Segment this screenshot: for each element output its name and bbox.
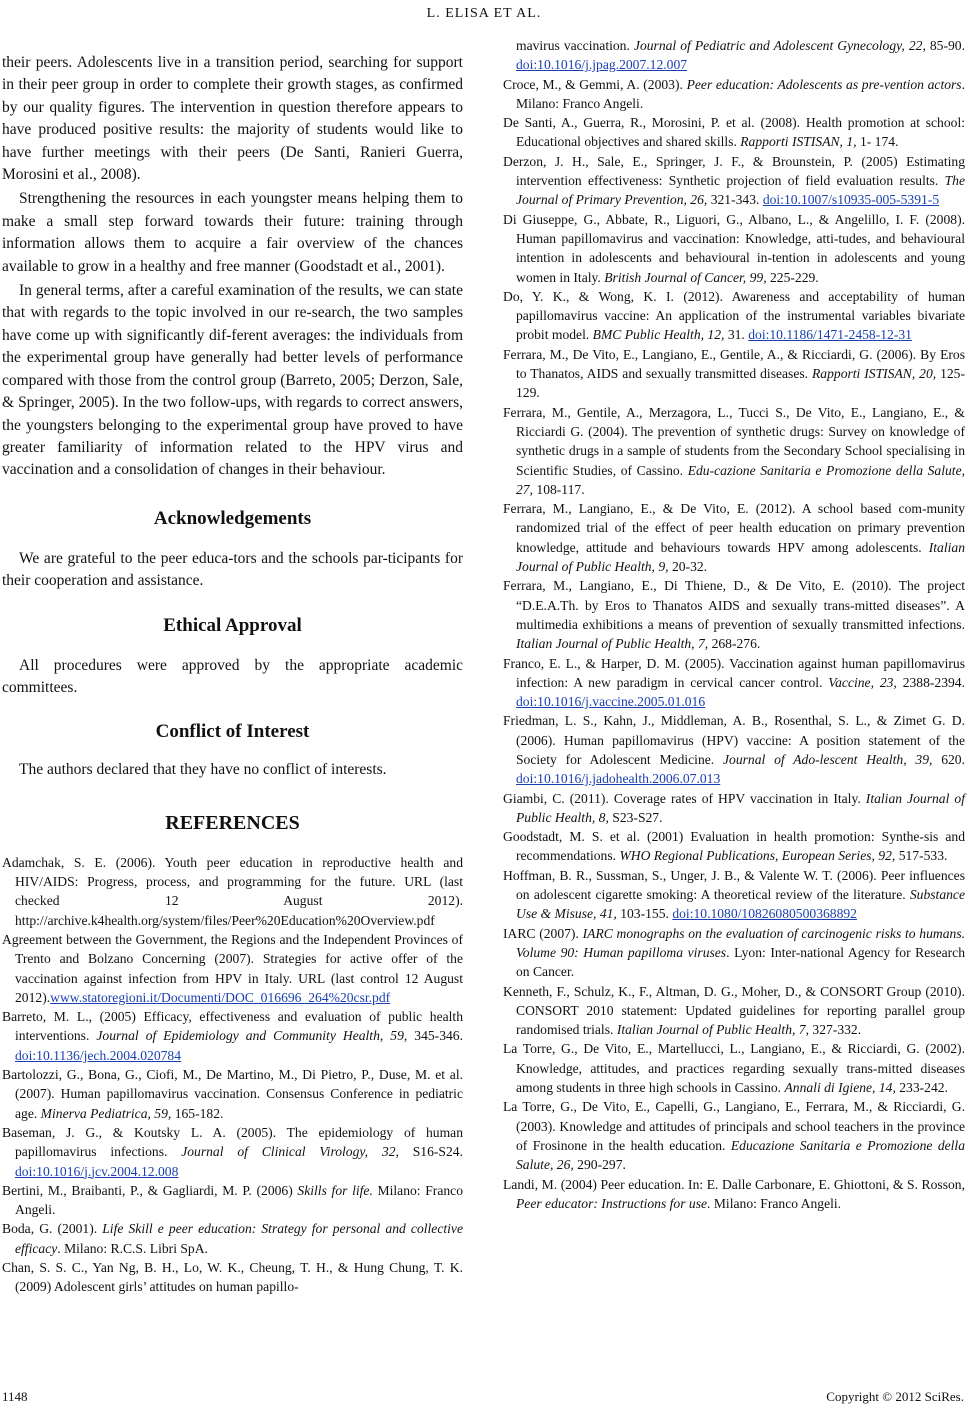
reference-text: Bertini, M., Braibanti, P., & Gagliardi, M. P. (2006)	[2, 1182, 298, 1198]
reference-entry	[503, 287, 965, 345]
reference-entry	[503, 499, 965, 576]
reference-text: Barreto, M. L., (2005) Efficacy, effectiveness and evaluation of public health interventions.	[2, 1009, 463, 1044]
reference-text: Adamchak, S. E. (2006). Youth peer education in reproductive health and HIV/AIDS: Progress, process, and programming for the future. URL (last checked 12 August 2012). http://archive.k4health.org/system/files/Peer%20Education%20Overview.pdf	[2, 854, 463, 928]
reference-text: De Santi, A., Guerra, R., Morosini, P. et al. (2008). Health promotion at school: Educational objectives and shared skills.	[503, 115, 965, 150]
reference-entry	[503, 1175, 965, 1214]
ethical-approval-heading: Ethical Approval	[163, 614, 302, 636]
body-paragraph: their peers. Adolescents live in a transition period, searching for support in their peer group in order to complete their growth stages, as confirmed by our quality figures. The intervention in question therefore appears to have produced positive results: the majority of students would like to have further meetings with their peers (De Santi, Ranieri Guerra, Morosini et al., 2008).	[2, 54, 463, 184]
reference-text: Giambi, C. (2011). Coverage rates of HPV vaccination in Italy.	[503, 790, 866, 806]
reference-text: Ferrara, M., Langiano, E., & De Vito, E. (2012). A school based com-munity randomized trial of the effect of peer health education on primary prevention knowledge, attitude and behaviours towards HPV among adolescents.	[503, 501, 965, 555]
reference-text: La Torre, G., De Vito, E., Capelli, G., Langiano, E., Ferrara, M., & Ricciardi, G. (2003). Knowledge and attitudes of principals and school teachers in the province of Frosinone in the health education.	[503, 1099, 965, 1153]
reference-link[interactable]: doi:10.1080/10826080500368892	[672, 906, 857, 922]
reference-text: Ferrara, M., Langiano, E., Di Thiene, D., & De Vito, E. (2010). The project “D.E.A.Th. by Eros to Thanatos AIDS and sexually trans-mitted diseases”. A multimedia exhibitions a means of prevention of sexually transmitted infections.	[503, 578, 965, 632]
reference-text: La Torre, G., De Vito, E., Martellucci, L., Langiano, E., & Ricciardi, G. (2002). Knowledge, attitudes, and practices regarding sexually trans-mitted diseases among students in three high schools in Cassino.	[503, 1041, 965, 1096]
reference-pages: , 108-117.	[529, 481, 585, 497]
reference-text: Croce, M., & Gemmi, A. (2003).	[503, 76, 687, 92]
reference-link[interactable]: doi:10.1007/s10935-005-5391-5	[762, 192, 940, 208]
reference-link[interactable]: doi:10.1016/j.jpag.2007.12.007	[516, 57, 688, 73]
reference-link[interactable]: doi:10.1136/jech.2004.020784	[15, 1047, 182, 1063]
reference-text: IARC (2007).	[503, 925, 583, 941]
reference-text: Di Giuseppe, G., Abbate, R., Liguori, G., Albano, L., & Angelillo, I. F. (2008). Human papillomavirus and vaccination: Knowledge, atti-tudes, and behavioural intention in adolescents and behavioural in-tention in adolescents and young women in Italy.	[503, 211, 965, 285]
reference-text: mavirus vaccination.	[516, 38, 634, 53]
reference-text: Friedman, L. S., Kahn, J., Middleman, A. B., Rosenthal, S. L., & Zimet G. D. (2006). Human papillomavirus (HPV) vaccine: A position statement of the Society for Adolescent Medicine.	[503, 713, 965, 767]
reference-pages: . Milano: Franco Angeli.	[707, 1195, 842, 1211]
reference-entry	[503, 75, 965, 114]
reference-source: Edu-cazione Sanitaria e Promozione della Salute, 27	[516, 462, 965, 497]
reference-entry	[2, 1123, 463, 1181]
reference-source: Annali di Igiene, 14,	[784, 1080, 896, 1096]
references-heading: REFERENCES	[165, 811, 300, 834]
reference-source: Vaccine, 23,	[828, 674, 897, 690]
reference-text: Ferrara, M., De Vito, E., Langiano, E., Gentile, A., & Ricciardi, G. (2006). By Eros to Thanatos, AIDS and sexually transmitted diseases.	[503, 346, 965, 382]
reference-entry	[2, 1219, 463, 1258]
reference-source: The Journal of Primary Prevention, 26,	[516, 173, 965, 208]
reference-text: Baseman, J. G., & Koutsky L. A. (2005). The epidemiology of human papillomavirus infections.	[2, 1124, 463, 1160]
reference-pages: 1- 174.	[856, 134, 899, 150]
reference-source: Journal of Ado-lescent Health, 39,	[723, 751, 933, 767]
left-column	[2, 52, 463, 1297]
reference-entry	[503, 345, 965, 403]
reference-list	[2, 853, 463, 1297]
reference-pages: S23-S27.	[608, 809, 663, 825]
reference-entry	[2, 1007, 463, 1065]
reference-pages: . Milano: Franco Angeli.	[516, 76, 965, 111]
reference-entry	[503, 827, 965, 866]
reference-source: WHO Regional Publications, European Series, 92,	[619, 848, 896, 864]
acknowledgements-text: We are grateful to the peer educa-tors and the schools par-ticipants for their cooperation and assistance.	[2, 549, 463, 590]
reference-pages: 290-297.	[573, 1157, 626, 1173]
reference-entry	[503, 1097, 965, 1174]
reference-source: IARC monographs on the evaluation of carcinogenic risks to humans. Volume 90: Human papilloma viruses	[516, 925, 966, 960]
reference-source: Italian Journal of Public Health, 8,	[516, 790, 965, 825]
reference-link[interactable]: doi:10.1016/j.jcv.2004.12.008	[15, 1163, 179, 1179]
reference-pages: 103-155.	[616, 906, 673, 922]
reference-pages: 225-229.	[766, 269, 819, 285]
reference-entry	[503, 576, 965, 653]
reference-pages: 125-129.	[516, 366, 965, 401]
body-paragraph: In general terms, after a careful examination of the results, we can state that with regards to the topic involved in our re-search, the two samples have come up with significantly dif-ferent averages: the individuals from the experimental group have generally had better levels of performance compared with those from the control group (Barreto, 2005; Derzon, Sale, & Springer, 2005). In the two follow-ups, with regards to correct answers, the youngsters belonging to the experimental group have proved to have greater familiarity of information related to the HPV virus and vaccination and a consolidation of changes in their behaviour.	[2, 282, 463, 479]
reference-source: Italian Journal of Public Health, 7,	[516, 636, 709, 652]
reference-pages: 233-242.	[895, 1080, 948, 1096]
reference-text: Chan, S. S. C., Yan Ng, B. H., Lo, W. K., Cheung, T. H., & Hung Chung, T. K. (2009) Adolescent girls’ attitudes on human papillo-	[2, 1259, 463, 1295]
reference-text: Do, Y. K., & Wong, K. I. (2012). Awareness and acceptability of human papillomavirus vaccine: An application of the instrumental variables bivariate probit model.	[503, 288, 965, 343]
reference-pages: 620.	[932, 751, 966, 767]
reference-pages: 345-346.	[407, 1028, 463, 1044]
running-header: L. ELISA ET AL.	[426, 6, 542, 21]
body-paragraph: Strengthening the resources in each youngster means helping them to make a small step forward towards their future: training through information allows them to acquire a fair overview of the chances available to grow in a healthy and free manner (Goodstadt et al., 2001).	[2, 190, 463, 275]
reference-entry	[503, 1039, 965, 1097]
reference-text: Boda, G. (2001).	[2, 1221, 103, 1237]
reference-entry	[503, 36, 965, 75]
reference-pages: 165-182.	[171, 1105, 224, 1121]
reference-entry	[503, 982, 965, 1040]
reference-source: Educazione Sanitaria e Promozione della Salute, 26,	[516, 1137, 965, 1173]
reference-pages: 517-533.	[895, 848, 948, 864]
reference-text: Ferrara, M., Gentile, A., Merzagora, L., Tucci S., De Vito, E., Langiano, E., & Ricciardi G. (2004). The prevention of synthetic drugs: Survey on knowledge of synthetic drugs in a sample of students from the Secondary School specialising in Scientific Studies, of Cassino.	[503, 404, 965, 478]
right-column	[503, 36, 965, 1213]
reference-entry	[503, 789, 965, 828]
reference-pages: 268-276.	[708, 636, 761, 652]
ethical-approval-text: All procedures were approved by the appropriate academic committees.	[2, 656, 463, 696]
reference-entry	[503, 654, 965, 712]
reference-source: Peer educator: Instructions for use	[516, 1195, 708, 1211]
reference-text: Agreement between the Government, the Regions and the Independent Provinces of Trento and Bolzano Concerning (2007). Strategies for active offer of the vaccination against infection from HPV in Italy. URL (last control 12 August 2012).	[2, 931, 463, 1005]
reference-source: Rapporti ISTISAN, 20,	[812, 366, 937, 382]
reference-text: Hoffman, B. R., Sussman, S., Unger, J. B., & Valente W. T. (2006). Peer influences on adolescent cigarette smoking: A theoretical review of the literature.	[503, 867, 965, 903]
reference-pages: 85-90.	[925, 38, 965, 53]
reference-entry	[503, 113, 965, 152]
reference-link[interactable]: www.statoregioni.it/Documenti/DOC_016696_264%20csr.pdf	[50, 989, 391, 1005]
reference-source: Journal of Epidemiology and Community Health, 59,	[96, 1028, 408, 1044]
reference-text: Goodstadt, M. S. et al. (2001) Evaluation in health promotion: Synthe-sis and recommendations.	[503, 829, 965, 864]
reference-link[interactable]: doi:10.1016/j.vaccine.2005.01.016	[516, 694, 706, 710]
reference-source: Journal of Pediatric and Adolescent Gynecology, 22,	[633, 38, 926, 53]
reference-source: Minerva Pediatrica, 59,	[40, 1105, 172, 1121]
reference-entry	[2, 1065, 463, 1123]
reference-entry	[2, 930, 463, 1007]
reference-list	[503, 36, 965, 1213]
reference-text: Landi, M. (2004) Peer education. In: E. Dalle Carbonare, E. Ghiottoni, & S. Rosson,	[503, 1176, 965, 1192]
reference-pages: S16-S24.	[398, 1144, 463, 1160]
reference-entry	[2, 853, 463, 930]
page-number: 1148	[2, 1389, 28, 1404]
reference-entry	[503, 866, 965, 924]
reference-source: BMC Public Health, 12,	[592, 327, 725, 343]
reference-link[interactable]: doi:10.1186/1471-2458-12-31	[748, 327, 912, 343]
reference-pages: 327-332.	[809, 1022, 862, 1038]
conflict-text: The authors declared that they have no conflict of interests.	[19, 761, 387, 779]
reference-pages: Milano: Franco Angeli.	[15, 1182, 463, 1218]
reference-entry	[503, 711, 965, 788]
reference-source: Skills for life.	[297, 1182, 373, 1198]
reference-entry	[2, 1181, 463, 1220]
reference-text: Derzon, J. H., Sale, E., Springer, J. F., & Brounstein, P. (2005) Estimating intervention effectiveness: Synthetic projection of field evaluation results.	[503, 153, 965, 189]
reference-entry	[503, 210, 965, 287]
reference-entry	[2, 1258, 463, 1297]
reference-pages: 321-343.	[707, 192, 763, 208]
reference-source: Substance Use & Misuse, 41,	[516, 887, 965, 922]
reference-pages: 20-32.	[668, 559, 708, 575]
reference-pages: 2388-2394.	[896, 674, 965, 690]
reference-entry	[503, 152, 965, 210]
reference-source: Journal of Clinical Virology, 32,	[181, 1144, 399, 1160]
reference-source: Italian Journal of Public Health, 9,	[516, 539, 965, 575]
copyright: Copyright © 2012 SciRes.	[826, 1389, 964, 1404]
reference-source: British Journal of Cancer, 99,	[604, 269, 767, 285]
reference-source: Peer education: Adolescents as pre-vention actors	[686, 76, 962, 92]
reference-link[interactable]: doi:10.1016/j.jadohealth.2006.07.013	[516, 771, 721, 787]
reference-source: Rapporti ISTISAN, 1,	[740, 134, 857, 150]
reference-source: Life Skill e peer education: Strategy for personal and collective efficacy	[15, 1221, 463, 1256]
reference-entry	[503, 403, 965, 499]
reference-pages: . Lyon: Inter-national Agency for Research on Cancer.	[516, 944, 965, 980]
reference-source: Italian Journal of Public Health, 7,	[616, 1022, 809, 1038]
reference-text: Bartolozzi, G., Bona, G., Ciofi, M., De Martino, M., Di Pietro, P., Duse, M. et al. (2007). Human papillomavirus vaccination. Consensus Conference in pediatric age.	[2, 1067, 463, 1121]
acknowledgements-heading: Acknowledgements	[153, 507, 312, 529]
reference-pages: . Milano: R.C.S. Libri SpA.	[57, 1240, 208, 1256]
reference-text: Franco, E. L., & Harper, D. M. (2005). Vaccination against human papillomavirus infection: A new paradigm in cervical cancer control.	[503, 655, 965, 690]
reference-text: Kenneth, F., Schulz, K., F., Altman, D. G., Moher, D., & CONSORT Group (2010). CONSORT 2010 statement: Updated guidelines for reporting parallel group randomised trials.	[503, 983, 965, 1038]
reference-pages: 31.	[724, 327, 749, 343]
conflict-heading: Conflict of Interest	[155, 721, 310, 743]
reference-entry	[503, 924, 965, 982]
